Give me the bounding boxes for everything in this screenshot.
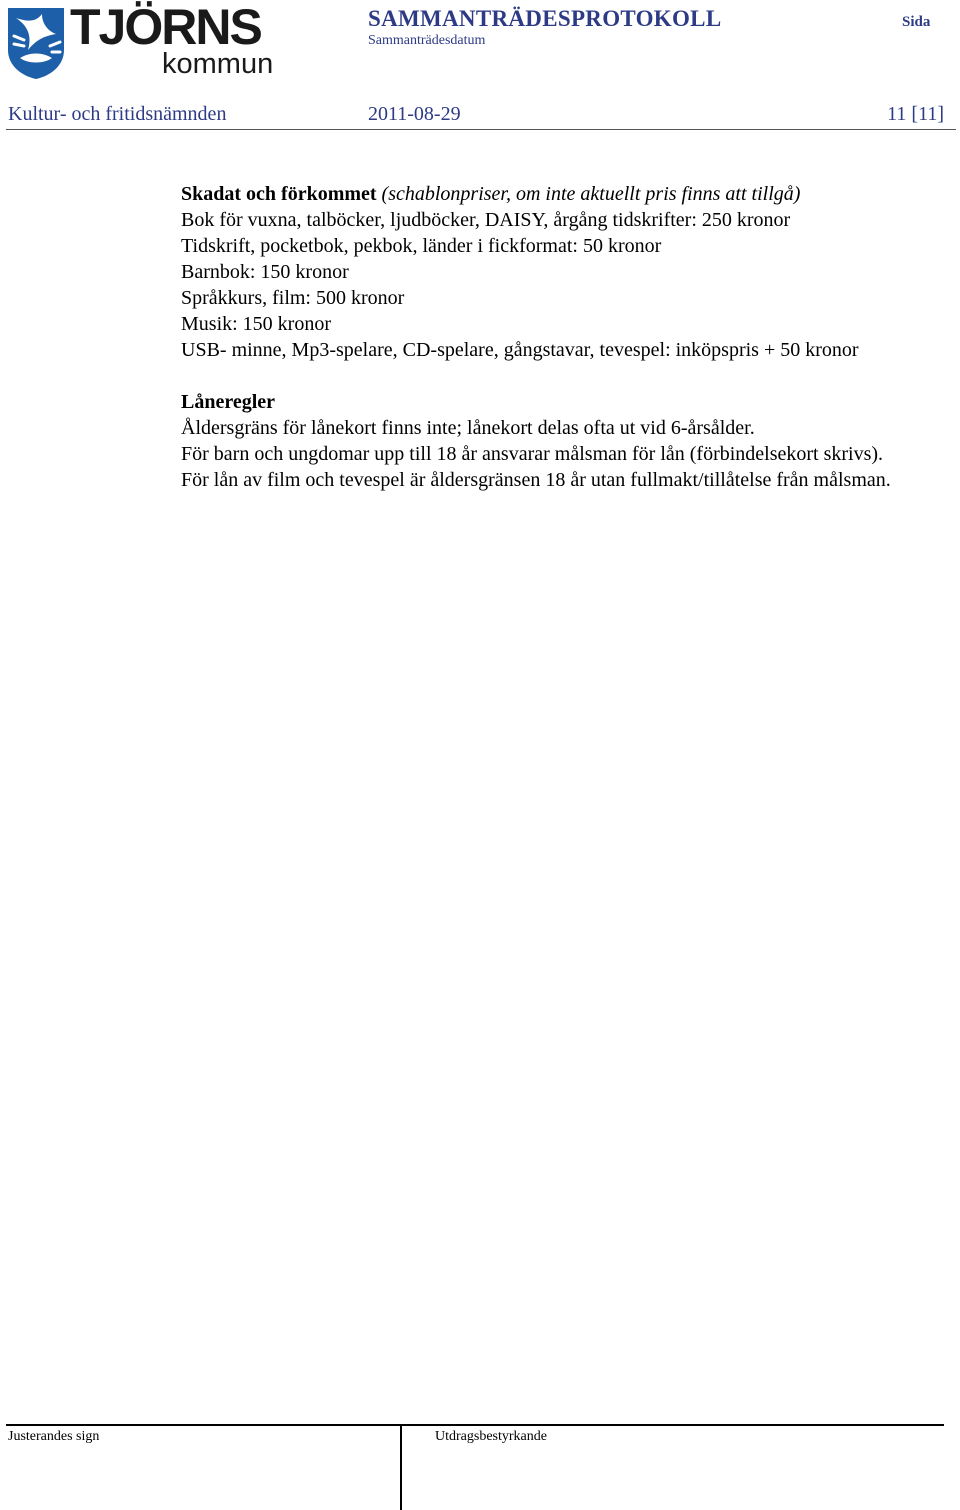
signature-label: Justerandes sign xyxy=(8,1429,100,1444)
price-line: Tidskrift, pocketbok, pekbok, länder i fickformat: 50 kronor xyxy=(181,235,662,257)
committee-name: Kultur- och fritidsnämnden xyxy=(8,103,227,125)
price-line: Språkkurs, film: 500 kronor xyxy=(181,287,405,309)
logo-subtext: kommun xyxy=(162,48,274,80)
rule-line: För barn och ungdomar upp till 18 år ansvarar målsman för lån (förbindelsekort skrivs). xyxy=(181,443,884,465)
section-note: (schablonpriser, om inte aktuellt pris finns att tillgå) xyxy=(381,183,801,205)
rule-line: Åldersgräns för lånekort finns inte; lånekort delas ofta ut vid 6-årsålder. xyxy=(181,417,755,439)
price-line: Bok för vuxna, talböcker, ljudböcker, DAISY, årgång tidskrifter: 250 kronor xyxy=(181,209,791,231)
rule-line: För lån av film och tevespel är åldersgränsen 18 år utan fullmakt/tillåtelse från målsman. xyxy=(181,469,891,491)
header-divider xyxy=(6,129,956,130)
coat-of-arms-icon xyxy=(6,6,66,80)
document-title: SAMMANTRÄDESPROTOKOLL xyxy=(368,6,722,31)
page-number: 11 [11] xyxy=(887,103,944,125)
logo-wordmark: TJÖRNS xyxy=(70,0,261,55)
municipality-logo xyxy=(6,0,274,82)
certification-label: Utdragsbestyrkande xyxy=(435,1429,547,1444)
footer-column-divider xyxy=(400,1425,402,1510)
price-line: Barnbok: 150 kronor xyxy=(181,261,349,283)
section-title: Skadat och förkommet xyxy=(181,183,377,205)
footer-divider xyxy=(6,1424,944,1426)
page-label: Sida xyxy=(902,14,931,30)
price-line: Musik: 150 kronor xyxy=(181,313,331,335)
price-line: USB- minne, Mp3-spelare, CD-spelare, gångstavar, tevespel: inköpspris + 50 kronor xyxy=(181,339,859,361)
section-heading-loan-rules: Låneregler xyxy=(181,391,276,413)
meeting-date-label: Sammanträdesdatum xyxy=(368,33,486,48)
document-body xyxy=(181,181,956,493)
meeting-date: 2011-08-29 xyxy=(368,103,461,125)
section-heading-damaged-lost xyxy=(181,181,956,207)
paragraph-spacer xyxy=(181,363,956,389)
